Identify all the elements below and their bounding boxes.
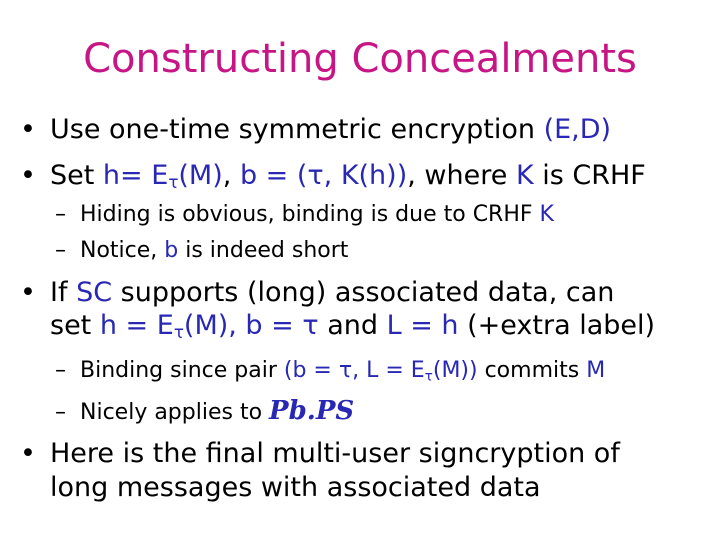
- bullet-2: • Set $h= E_\tau(M)$, b = (τ, K(h)), where K is CRHF: [20, 160, 646, 193]
- bullet-3: • If SC supports (long) associated data, can: [20, 277, 615, 308]
- bullet-3-line-2: set $h = E_\tau(M)$, b = τ and L = h (+extra label): [50, 310, 656, 343]
- dash-glyph: –: [55, 238, 66, 263]
- sub-bullet-2: – Notice, b is indeed short: [55, 238, 349, 263]
- bullet-glyph: •: [20, 438, 36, 469]
- slide-title: Constructing Concealments: [83, 36, 637, 82]
- sub-bullet-3: – Binding since pair (b = τ, $L = E_\tau(M)$) commits M: [55, 358, 606, 385]
- bullet-1: • Use one-time symmetric encryption (E,D): [20, 114, 612, 145]
- bullet-4: • Here is the final multi-user signcryption of: [20, 438, 620, 469]
- bullet-glyph: •: [20, 160, 36, 191]
- bullet-glyph: •: [20, 114, 36, 145]
- bullet-4-line-2: long messages with associated data: [50, 472, 541, 503]
- dash-glyph: –: [55, 400, 66, 425]
- dash-glyph: –: [55, 202, 66, 227]
- sub-bullet-1: – Hiding is obvious, binding is due to CRHF K: [55, 202, 554, 227]
- dash-glyph: –: [55, 358, 66, 383]
- sub-bullet-4: – Nicely applies to Pb.PS: [55, 396, 355, 426]
- bullet-glyph: •: [20, 277, 36, 308]
